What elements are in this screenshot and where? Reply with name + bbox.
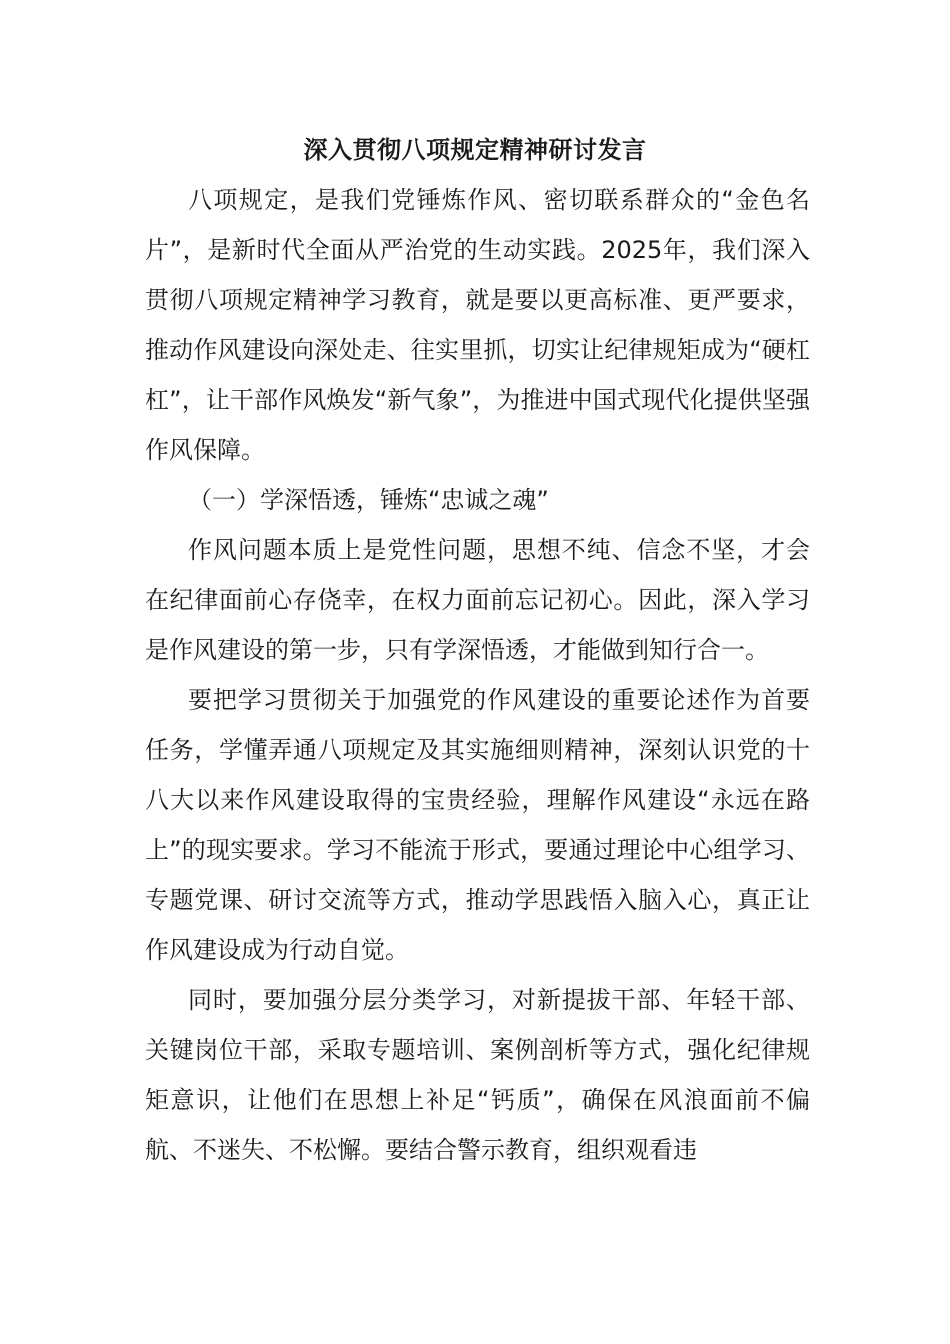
- document-body: [145, 175, 810, 1175]
- document-title: 深入贯彻八项规定精神研讨发言: [303, 136, 647, 164]
- body-paragraph-1: 作风问题本质上是党性问题，思想不纯、信念不坚，才会在纪律面前心存侥幸，在权力面前忘记初心。因此，深入学习是作风建设的第一步，只有学深悟透，才能做到知行合一。: [145, 536, 810, 664]
- intro-paragraph: 八项规定，是我们党锤炼作风、密切联系群众的“金色名片”，是新时代全面从严治党的生动实践。2025年，我们深入贯彻八项规定精神学习教育，就是要以更高标准、更严要求，推动作风建设向深处走、往实里抓，切实让纪律规矩成为“硬杠杠”，让干部作风焕发“新气象”，为推进中国式现代化提供坚强作风保障。: [145, 186, 810, 464]
- body-paragraph-2: 要把学习贯彻关于加强党的作风建设的重要论述作为首要任务，学懂弄通八项规定及其实施细则精神，深刻认识党的十八大以来作风建设取得的宝贵经验，理解作风建设“永远在路上”的现实要求。学习不能流于形式，要通过理论中心组学习、专题党课、研讨交流等方式，推动学思践悟入脑入心，真正让作风建设成为行动自觉。: [145, 686, 810, 964]
- body-paragraph-3: 同时，要加强分层分类学习，对新提拔干部、年轻干部、关键岗位干部，采取专题培训、案例剖析等方式，强化纪律规矩意识，让他们在思想上补足“钙质”，确保在风浪面前不偏航、不迷失、不松懈。要结合警示教育，组织观看违: [145, 986, 810, 1164]
- section-heading-1: （一）学深悟透，锤炼“忠诚之魂”: [188, 486, 549, 514]
